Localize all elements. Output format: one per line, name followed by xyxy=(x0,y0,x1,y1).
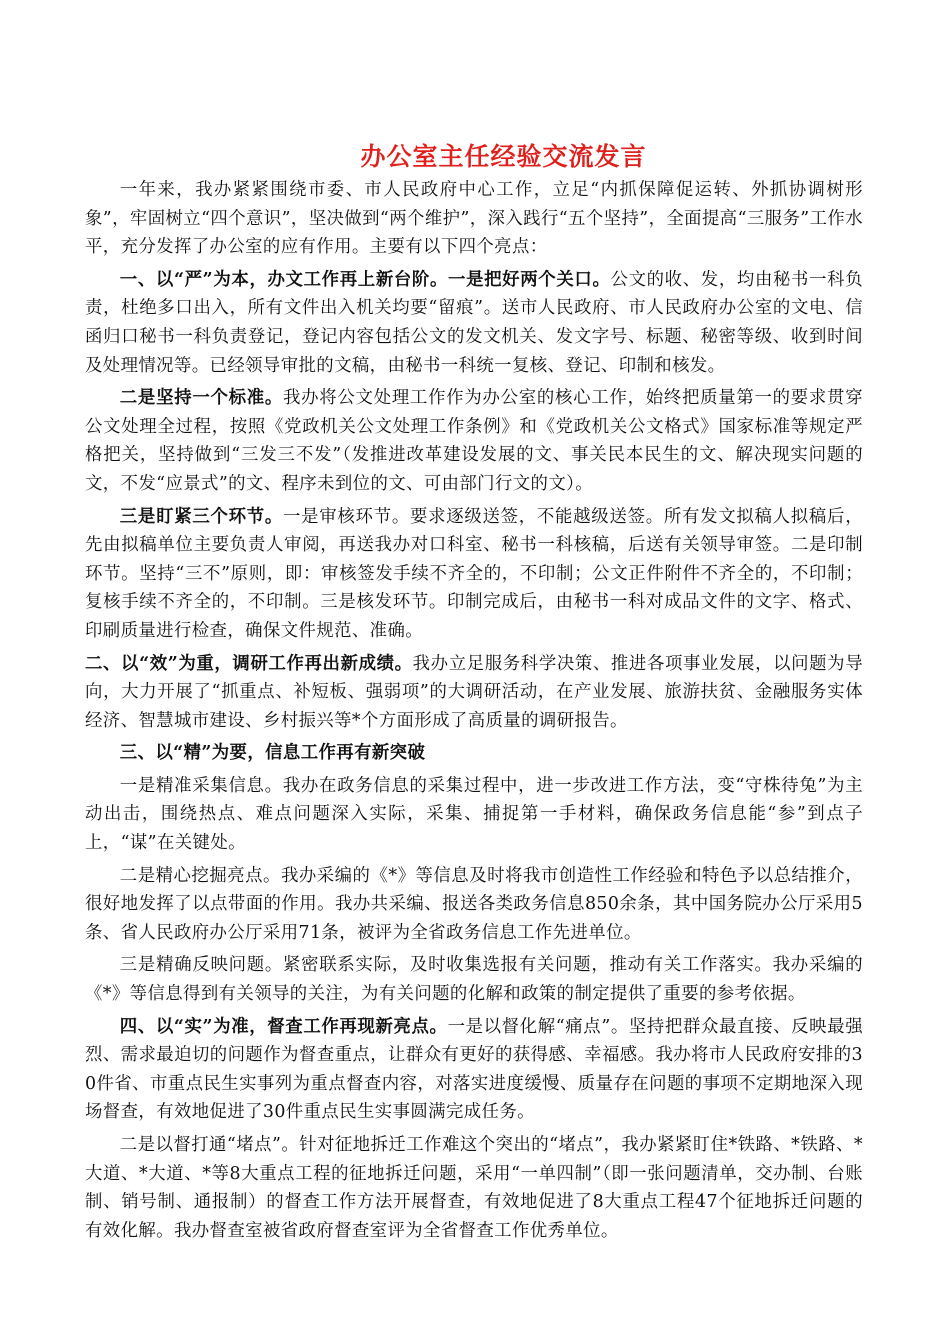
paragraph-lead: 三、以“精”为要，信息工作再有新突破 xyxy=(119,743,426,764)
paragraph-lead: 一、以“严”为本，办文工作再上新台阶。一是把好两个关口。 xyxy=(119,269,611,290)
paragraph-text: 公文的收、发，均由秘书一科负责，杜绝多口出入，所有文件出入机关均要“留痕”。送市人民政府、市人民政府办公室的文电、信函归口秘书一科负责登记，登记内容包括公文的发文机关、发文字号、标题、秘密等级、收到时间及处理情况等。已经领导审批的文稿，由秘书一科统一复核、登记、印制和核发。 xyxy=(85,269,863,376)
paragraph-text: 三是精确反映问题。紧密联系实际，及时收集选报有关问题，推动有关工作落实。我办采编的《*》等信息得到有关领导的关注，为有关问题的化解和政策的制定提供了重要的参考依据。 xyxy=(85,955,863,1005)
paragraph-text: 一年来，我办紧紧围绕市委、市人民政府中心工作，立足“内抓保障促运转、外抓协调树形象”，牢固树立“四个意识”，坚决做到“两个维护”，深入践行“五个坚持”，全面提高“三服务”工作水平，充分发挥了办公室的应有作用。主要有以下四个亮点： xyxy=(85,180,863,258)
paragraph-section-4 xyxy=(85,1013,863,1127)
document-title: 办公室主任经验交流发言 xyxy=(360,142,647,171)
paragraph-lead: 四、以“实”为准，督查工作再现新亮点。 xyxy=(119,1016,448,1037)
paragraph-section-3-heading xyxy=(85,739,863,768)
paragraph-text: 二是以督打通“堵点”。针对征地拆迁工作难这个突出的“堵点”，我办紧紧盯住*铁路、*铁路、*大道、*大道、*等8大重点工程的征地拆迁问题，采用“一单四制”（即一张问题清单，交办制、台账制、销号制、通报制）的督查工作方法开展督查，有效地促进了8大重点工程47个征地拆迁问题的有效化解。我办督查室被省政府督查室评为全省督查工作优秀单位。 xyxy=(85,1135,863,1241)
paragraph-three-links xyxy=(85,503,863,646)
document-body xyxy=(85,176,863,1249)
paragraph-text: 二是精心挖掘亮点。我办采编的《*》等信息及时将我市创造性工作经验和特色予以总结推介，很好地发挥了以点带面的作用。我办共采编、报送各类政务信息850余条，其中国务院办公厅采用5条、省人民政府办公厅采用71条，被评为全省政务信息工作先进单位。 xyxy=(85,865,863,943)
paragraph-standard xyxy=(85,384,863,498)
paragraph-text: 一是以督化解“痛点”。坚持把群众最直接、反映最强烈、需求最迫切的问题作为督查重点，让群众有更好的获得感、幸福感。我办将市人民政府安排的30件省、市重点民生实事列为重点督查内容，对落实进度缓慢、质量存在问题的事项不定期地深入现场督查，有效地促进了30件重点民生实事圆满完成任务。 xyxy=(85,1016,863,1123)
paragraph-info-highlight xyxy=(85,862,863,948)
paragraph-lead: 三是盯紧三个环节。 xyxy=(119,506,284,527)
paragraph-section-1 xyxy=(85,266,863,380)
paragraph-info-reflect xyxy=(85,951,863,1008)
paragraph-section-2 xyxy=(85,650,863,736)
paragraph-text: 一是精准采集信息。我办在政务信息的采集过程中，进一步改进工作方法，变“守株待兔”为主动出击，围绕热点、难点问题深入实际，采集、捕捉第一手材料，确保政务信息能“参”到点子上，“谋”在关键处。 xyxy=(85,775,863,854)
paragraph-intro xyxy=(85,176,863,262)
paragraph-text: 一是审核环节。要求逐级送签，不能越级送签。所有发文拟稿人拟稿后，先由拟稿单位主要负责人审阅，再送我办对口科室、秘书一科核稿，后送有关领导审签。二是印制环节。坚持“三不”原则，即：审核签发手续不齐全的，不印制；公文正件附件不齐全的，不印制；复核手续不齐全的，不印制。三是核发环节。印制完成后，由秘书一科对成品文件的文字、格式、印刷质量进行检查，确保文件规范、准确。 xyxy=(85,506,863,641)
paragraph-blockage xyxy=(85,1131,863,1245)
paragraph-lead: 二、以“效”为重，调研工作再出新成绩。 xyxy=(85,653,413,674)
paragraph-lead: 二是坚持一个标准。 xyxy=(119,388,284,409)
paragraph-text: 我办立足服务科学决策、推进各项事业发展，以问题为导向，大力开展了“抓重点、补短板、强弱项”的大调研活动，在产业发展、旅游扶贫、金融服务实体经济、智慧城市建设、乡村振兴等*个方面形成了高质量的调研报告。 xyxy=(85,653,863,731)
paragraph-text: 我办将公文处理工作作为办公室的核心工作，始终把质量第一的要求贯穿公文处理全过程，按照《党政机关公文处理工作条例》和《党政机关公文格式》国家标准等规定严格把关，坚持做到“三发三不发”（发推进改革建设发展的文、事关民本民生的文、解决现实问题的文，不发“应景式”的文、程序未到位的文、可由部门行文的文）。 xyxy=(85,388,863,494)
paragraph-info-collect xyxy=(85,772,863,858)
